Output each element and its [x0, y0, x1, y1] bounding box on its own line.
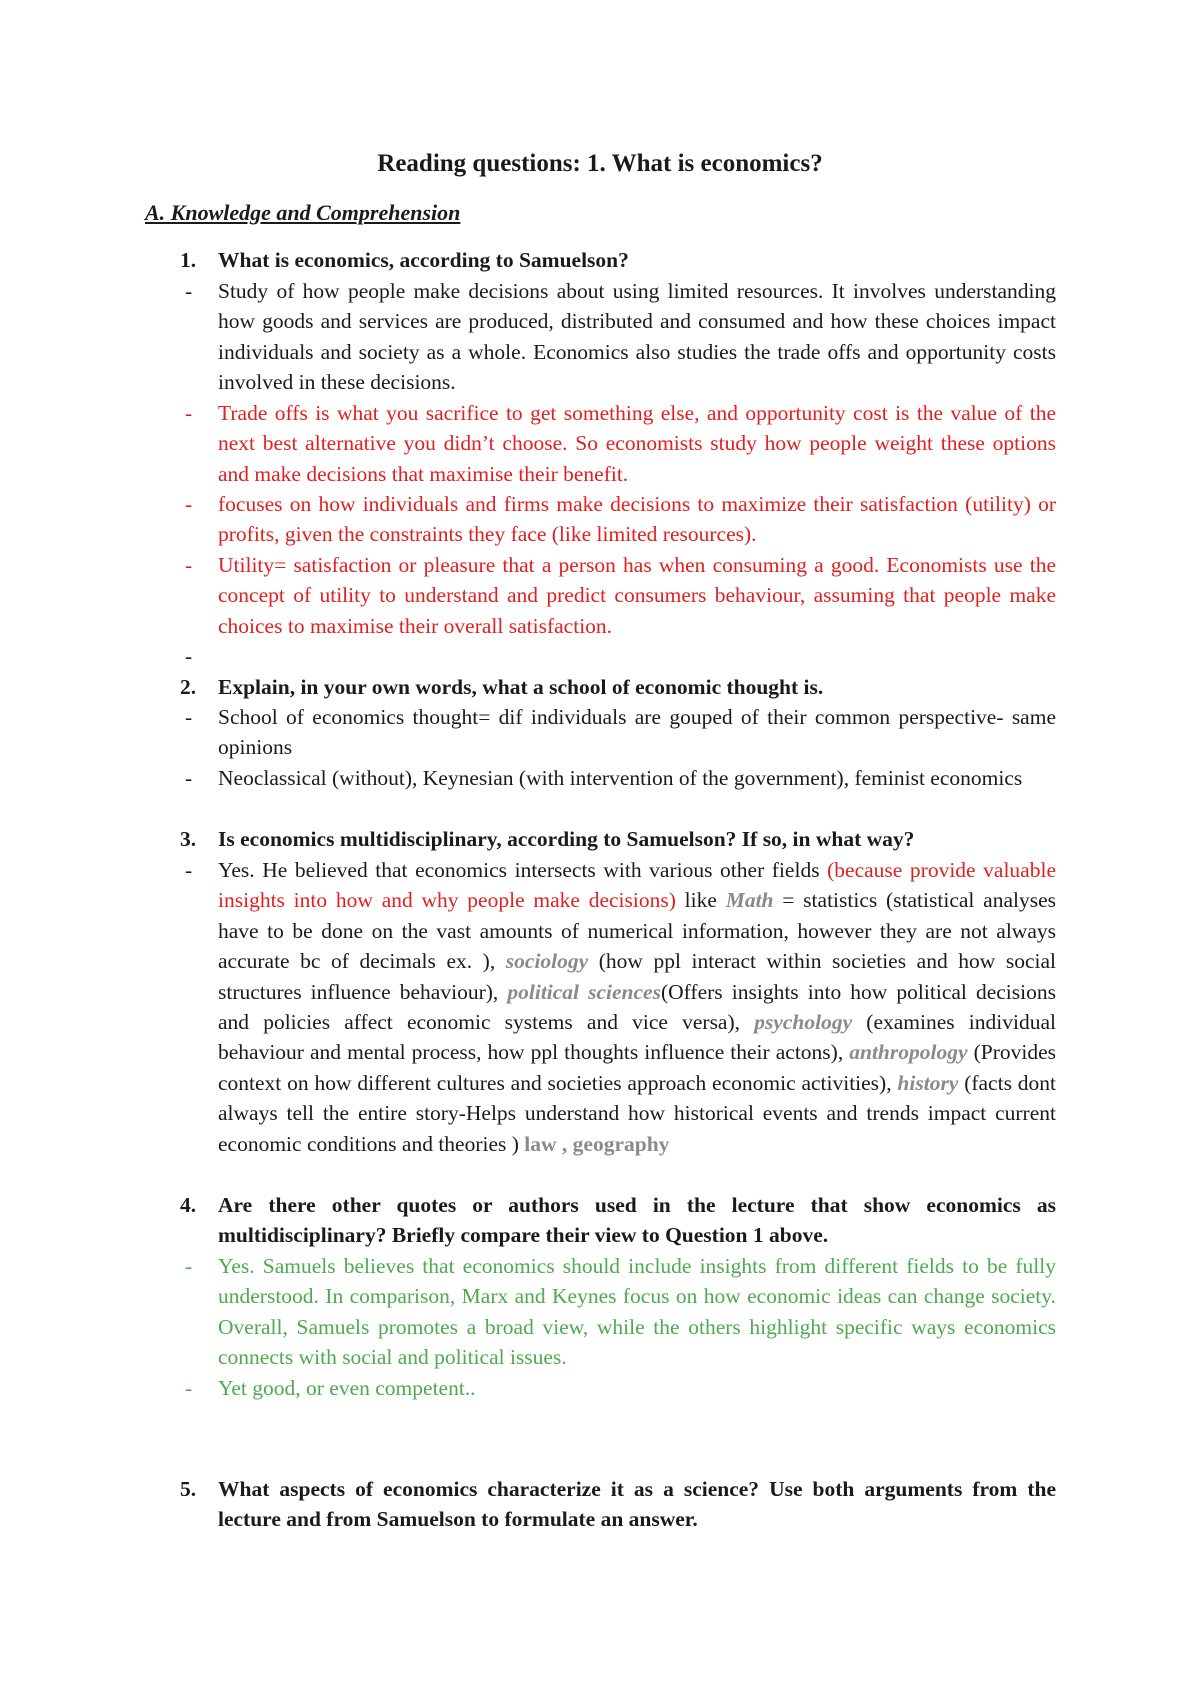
q3-political-text: (Offers insights into how political decisions and policies affect economic systems and vice versa),: [218, 979, 1056, 1035]
q3-sociology-text: (how ppl interact within societies and how social structures influence behaviour),: [218, 949, 1056, 1004]
question-4-number: 4.: [180, 1193, 197, 1217]
question-3-number: 3.: [180, 827, 197, 851]
q4-answer-2: Yet good, or even competent..: [218, 1376, 476, 1400]
q3-red-note: (because provide valuable insights into how and why people make decisions): [218, 858, 1056, 913]
bullet-dash: -: [185, 279, 193, 303]
q1-answer-2: Trade offs is what you sacrifice to get something else, and opportunity cost is the value of the next best alternative you didn’t choose. So economists study how people weight these options and make decisions that maximise their benefit.: [218, 401, 1056, 486]
q4-answer-1: Yes. Samuels believes that economics should include insights from different fields to be fully understood. In comparison, Marx and Keynes focus on how economic ideas can change society. Overall, Samuels promotes a broad view, while the others highlight specific ways economics connects with social and political issues.: [218, 1254, 1056, 1370]
question-2-text: Explain, in your own words, what a school of economic thought is.: [218, 675, 824, 699]
field-psychology: psychology: [754, 1010, 853, 1035]
bullet-dash: -: [185, 1376, 193, 1400]
question-5-text: What aspects of economics characterize it as a science? Use both arguments from the lecture and from Samuelson to formulate an answer.: [218, 1477, 1056, 1532]
field-anthropology: anthropology: [849, 1040, 968, 1065]
q2-answer-1: School of economics thought= dif individuals are gouped of their common perspective- same opinions: [218, 705, 1056, 760]
field-political-sciences: political sciences: [507, 979, 661, 1004]
question-3-text: Is economics multidisciplinary, according to Samuelson? If so, in what way?: [218, 827, 915, 851]
bullet-dash: -: [185, 492, 193, 516]
question-4-text: Are there other quotes or authors used in the lecture that show economics as multidisciplinary? Briefly compare their view to Question 1 above.: [218, 1193, 1056, 1248]
bullet-dash: -: [185, 766, 193, 790]
bullet-dash: -: [185, 705, 193, 729]
q3-intro: Yes. He believed that economics intersects with various other fields: [218, 858, 828, 882]
bullet-dash: -: [185, 401, 193, 425]
bullet-dash-empty: -: [185, 644, 193, 668]
field-history: history: [897, 1070, 959, 1095]
bullet-dash: -: [185, 1254, 193, 1278]
question-1-text: What is economics, according to Samuelson?: [218, 248, 629, 272]
field-sociology: sociology: [505, 949, 589, 974]
q1-answer-3: focuses on how individuals and firms make decisions to maximize their satisfaction (utility) or profits, given the constraints they face (like limited resources).: [218, 492, 1056, 547]
q3-math-text: = statistics (statistical analyses have to be done on the vast amounts of numerical information, however they are not always accurate bc of decimals ex. ),: [218, 888, 1056, 974]
question-5-number: 5.: [180, 1477, 197, 1501]
field-law-geography: law , geography: [524, 1131, 670, 1156]
q3-anthropology-text: (Provides context on how different cultures and societies approach economic activities),: [218, 1040, 1056, 1095]
bullet-dash: -: [185, 553, 193, 577]
q1-answer-1: Study of how people make decisions about using limited resources. It involves understanding how goods and services are produced, distributed and consumed and how these choices impact individuals and society as a whole. Economics also studies the trade offs and opportunity costs involved in these decisions.: [218, 279, 1056, 395]
q1-answer-4: Utility= satisfaction or pleasure that a person has when consuming a good. Economists use the concept of utility to understand and predict consumers behaviour, assuming that people make choices to maximise their overall satisfaction.: [218, 553, 1056, 638]
bullet-dash: -: [185, 858, 193, 882]
q2-answer-2: Neoclassical (without), Keynesian (with intervention of the government), feminist economics: [218, 766, 1023, 790]
q3-answer: [218, 855, 1056, 1159]
field-math: Math: [725, 888, 774, 913]
question-2-number: 2.: [180, 675, 197, 699]
q3-history-text: (facts dont always tell the entire story-Helps understand how historical events and trends impact current economic conditions and theories ): [218, 1070, 1056, 1156]
question-1-number: 1.: [180, 248, 197, 272]
q3-like: like: [675, 888, 726, 913]
page-title: Reading questions: 1. What is economics?: [377, 150, 823, 177]
q3-psychology-text: (examines individual behaviour and mental process, how ppl thoughts influence their actons),: [218, 1010, 1056, 1065]
section-heading: A. Knowledge and Comprehension: [145, 200, 461, 225]
